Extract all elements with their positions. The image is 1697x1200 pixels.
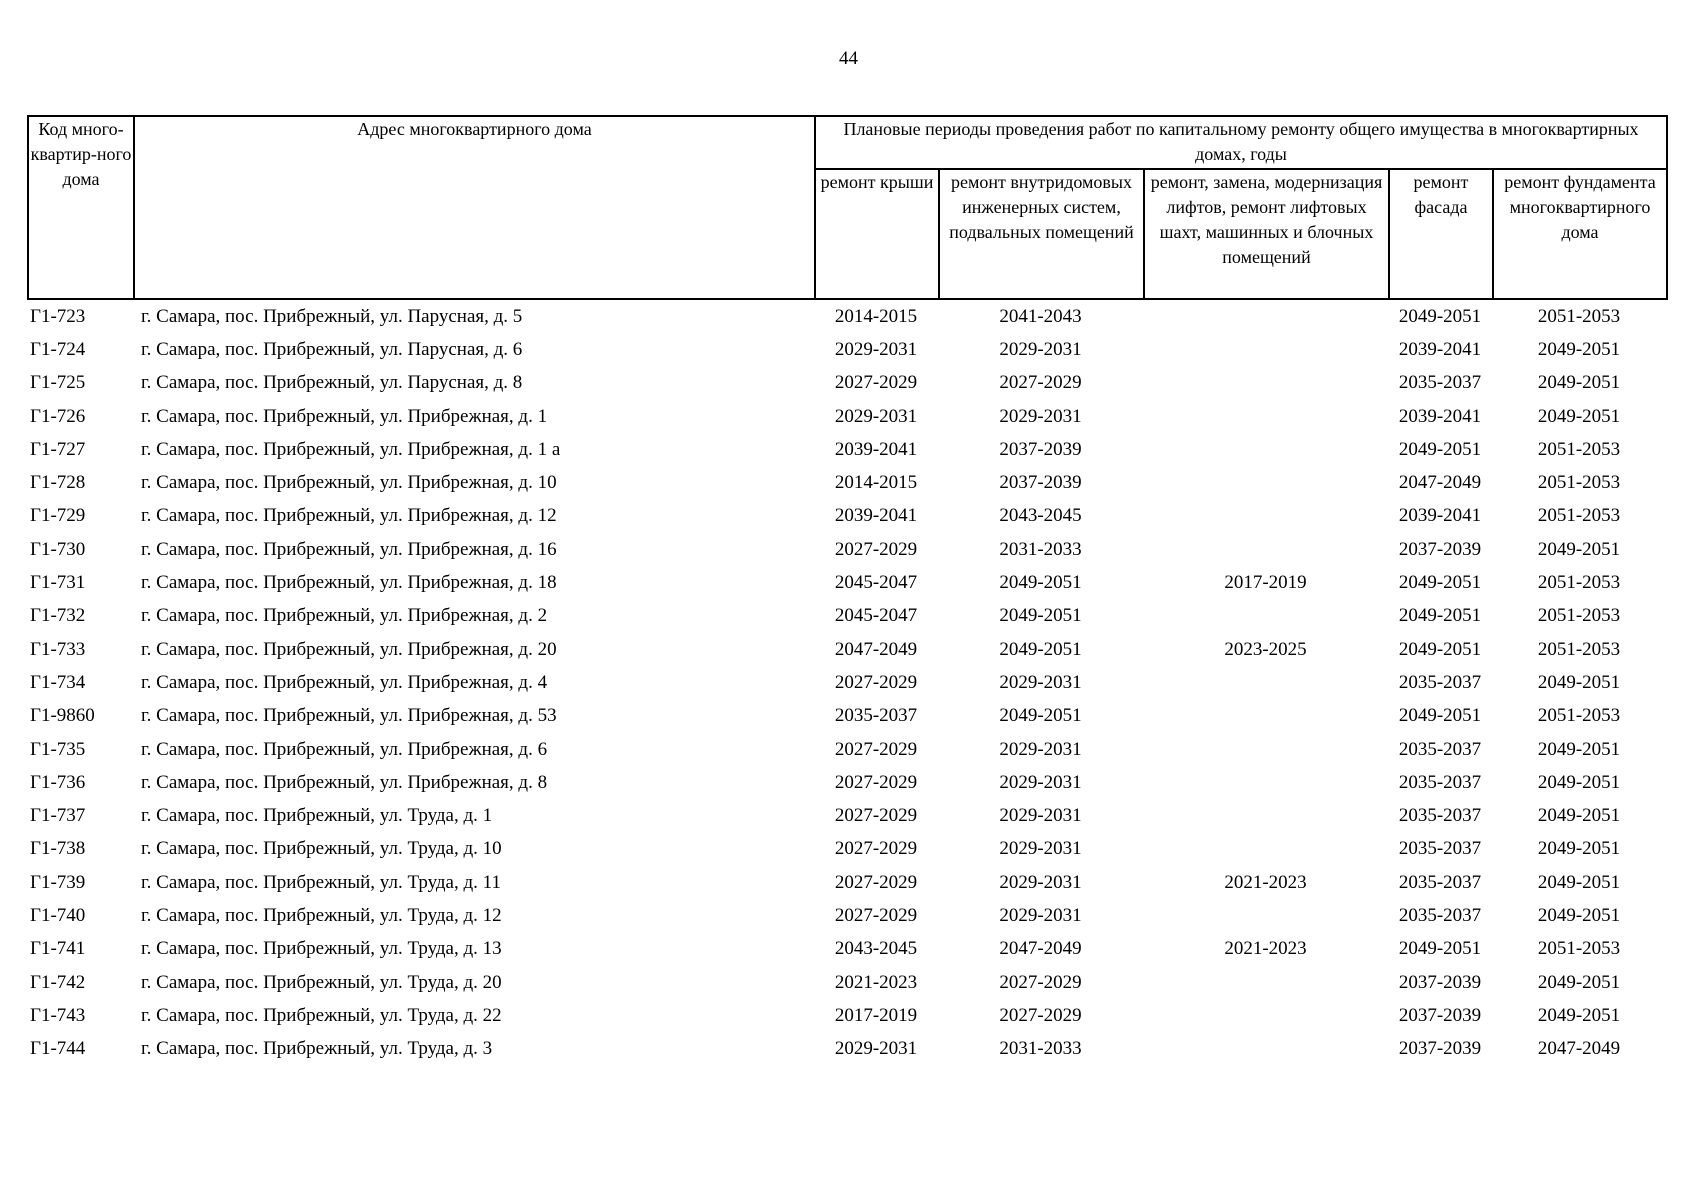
- cell-foundation: 2051-2053: [1537, 305, 1621, 327]
- cell-systems: 2027-2029: [999, 372, 1082, 394]
- cell-systems: 2049-2051: [999, 705, 1082, 727]
- cell-address: г. Самара, пос. Прибрежный, ул. Прибрежная, д. 2: [141, 605, 548, 627]
- cell-systems: 2049-2051: [999, 605, 1082, 627]
- cell-systems: 2037-2039: [999, 472, 1082, 494]
- header-code: Код много-квартир-ного дома: [28, 116, 134, 299]
- header-systems: ремонт внутридомовых инженерных систем, подвальных помещений: [939, 169, 1144, 299]
- cell-code: Г1-733: [30, 638, 86, 660]
- table-row: [27, 766, 1666, 799]
- cell-code: Г1-735: [30, 738, 86, 760]
- table-row: [27, 700, 1666, 733]
- table-row: [27, 333, 1666, 366]
- cell-foundation: 2051-2053: [1537, 572, 1621, 594]
- cell-systems: 2047-2049: [999, 938, 1082, 960]
- cell-address: г. Самара, пос. Прибрежный, ул. Прибрежная, д. 4: [141, 671, 548, 693]
- cell-roof: 2047-2049: [834, 638, 918, 660]
- cell-facade: 2035-2037: [1398, 838, 1482, 860]
- cell-systems: 2027-2029: [999, 971, 1082, 993]
- table-row: [27, 633, 1666, 666]
- header-foundation: ремонт фундамента многоквартирного дома: [1493, 169, 1667, 299]
- cell-facade: 2037-2039: [1398, 1038, 1482, 1060]
- cell-foundation: 2051-2053: [1537, 705, 1621, 727]
- cell-code: Г1-742: [30, 971, 86, 993]
- cell-roof: 2017-2019: [834, 1004, 918, 1026]
- header-periods-group: Плановые периоды проведения работ по капитальному ремонту общего имущества в многоквартирных домах, годы: [815, 116, 1667, 169]
- cell-foundation: 2049-2051: [1537, 871, 1621, 893]
- cell-roof: 2027-2029: [834, 538, 918, 560]
- header-elevators: ремонт, замена, модернизация лифтов, ремонт лифтовых шахт, машинных и блочных помещений: [1144, 169, 1389, 299]
- cell-address: г. Самара, пос. Прибрежный, ул. Прибрежная, д. 1: [141, 405, 548, 427]
- cell-code: Г1-723: [30, 305, 86, 327]
- cell-facade: 2035-2037: [1398, 671, 1482, 693]
- cell-systems: 2049-2051: [999, 638, 1082, 660]
- cell-elevators: [1143, 333, 1388, 366]
- cell-foundation: 2049-2051: [1537, 372, 1621, 394]
- cell-facade: 2035-2037: [1398, 871, 1482, 893]
- cell-code: Г1-725: [30, 372, 86, 394]
- cell-code: Г1-9860: [30, 705, 95, 727]
- table-body: [27, 300, 1666, 1066]
- cell-systems: 2029-2031: [999, 671, 1082, 693]
- cell-roof: 2029-2031: [834, 1038, 918, 1060]
- cell-elevators: [1143, 833, 1388, 866]
- cell-code: Г1-734: [30, 671, 86, 693]
- cell-elevators: [1143, 799, 1388, 832]
- cell-foundation: 2049-2051: [1537, 738, 1621, 760]
- cell-roof: 2027-2029: [834, 771, 918, 793]
- cell-address: г. Самара, пос. Прибрежный, ул. Прибрежная, д. 18: [141, 572, 557, 594]
- cell-foundation: 2049-2051: [1537, 904, 1621, 926]
- cell-code: Г1-726: [30, 405, 86, 427]
- cell-code: Г1-736: [30, 771, 86, 793]
- cell-elevators: [1143, 300, 1388, 333]
- cell-facade: 2039-2041: [1398, 338, 1482, 360]
- cell-address: г. Самара, пос. Прибрежный, ул. Прибрежная, д. 6: [141, 738, 548, 760]
- cell-code: Г1-741: [30, 938, 86, 960]
- table-header: [27, 115, 1668, 300]
- cell-code: Г1-743: [30, 1004, 86, 1026]
- cell-elevators: [1143, 600, 1388, 633]
- cell-address: г. Самара, пос. Прибрежный, ул. Труда, д. 10: [141, 838, 502, 860]
- cell-roof: 2029-2031: [834, 338, 918, 360]
- cell-systems: 2031-2033: [999, 1038, 1082, 1060]
- cell-facade: 2037-2039: [1398, 538, 1482, 560]
- cell-code: Г1-731: [30, 572, 86, 594]
- cell-elevators: [1143, 899, 1388, 932]
- cell-foundation: 2049-2051: [1537, 538, 1621, 560]
- cell-systems: 2043-2045: [999, 505, 1082, 527]
- cell-foundation: 2051-2053: [1537, 472, 1621, 494]
- table-row: [27, 500, 1666, 533]
- table-row: [27, 600, 1666, 633]
- cell-systems: 2029-2031: [999, 405, 1082, 427]
- cell-roof: 2027-2029: [834, 671, 918, 693]
- cell-elevators: [1143, 500, 1388, 533]
- cell-roof: 2027-2029: [834, 738, 918, 760]
- cell-address: г. Самара, пос. Прибрежный, ул. Труда, д. 20: [141, 971, 502, 993]
- table-row: [27, 433, 1666, 466]
- cell-roof: 2039-2041: [834, 438, 918, 460]
- cell-elevators: 2023-2025: [1224, 638, 1307, 660]
- cell-facade: 2049-2051: [1398, 305, 1482, 327]
- cell-code: Г1-732: [30, 605, 86, 627]
- cell-code: Г1-728: [30, 472, 86, 494]
- cell-foundation: 2051-2053: [1537, 438, 1621, 460]
- cell-code: Г1-727: [30, 438, 86, 460]
- cell-elevators: [1143, 766, 1388, 799]
- cell-elevators: [1143, 367, 1388, 400]
- cell-code: Г1-724: [30, 338, 86, 360]
- cell-roof: 2027-2029: [834, 871, 918, 893]
- cell-foundation: 2051-2053: [1537, 505, 1621, 527]
- table-row: [27, 566, 1666, 599]
- cell-elevators: [1143, 700, 1388, 733]
- cell-elevators: [1143, 400, 1388, 433]
- cell-elevators: 2021-2023: [1224, 938, 1307, 960]
- cell-facade: 2049-2051: [1398, 438, 1482, 460]
- cell-systems: 2037-2039: [999, 438, 1082, 460]
- cell-systems: 2029-2031: [999, 871, 1082, 893]
- cell-address: г. Самара, пос. Прибрежный, ул. Труда, д. 1: [141, 805, 493, 827]
- cell-roof: 2039-2041: [834, 505, 918, 527]
- table-row: [27, 367, 1666, 400]
- cell-elevators: [1143, 666, 1388, 699]
- cell-address: г. Самара, пос. Прибрежный, ул. Прибрежная, д. 20: [141, 638, 557, 660]
- cell-address: г. Самара, пос. Прибрежный, ул. Прибрежная, д. 12: [141, 505, 557, 527]
- table-row: [27, 866, 1666, 899]
- cell-facade: 2049-2051: [1398, 938, 1482, 960]
- cell-address: г. Самара, пос. Прибрежный, ул. Прибрежная, д. 53: [141, 705, 557, 727]
- table-row: [27, 966, 1666, 999]
- cell-address: г. Самара, пос. Прибрежный, ул. Парусная, д. 6: [141, 338, 523, 360]
- cell-elevators: [1143, 966, 1388, 999]
- cell-systems: 2029-2031: [999, 771, 1082, 793]
- table-row: [27, 833, 1666, 866]
- cell-address: г. Самара, пос. Прибрежный, ул. Парусная, д. 5: [141, 305, 523, 327]
- cell-systems: 2029-2031: [999, 805, 1082, 827]
- cell-elevators: 2021-2023: [1224, 871, 1307, 893]
- cell-foundation: 2051-2053: [1537, 605, 1621, 627]
- table-row: [27, 899, 1666, 932]
- page-number: 44: [839, 48, 858, 69]
- cell-address: г. Самара, пос. Прибрежный, ул. Труда, д. 12: [141, 904, 502, 926]
- cell-address: г. Самара, пос. Прибрежный, ул. Труда, д. 13: [141, 938, 502, 960]
- table-row: [27, 999, 1666, 1032]
- cell-elevators: [1143, 999, 1388, 1032]
- table-row: [27, 400, 1666, 433]
- cell-foundation: 2049-2051: [1537, 805, 1621, 827]
- header-address: Адрес многоквартирного дома: [134, 116, 815, 299]
- cell-foundation: 2049-2051: [1537, 771, 1621, 793]
- cell-facade: 2049-2051: [1398, 705, 1482, 727]
- cell-facade: 2049-2051: [1398, 605, 1482, 627]
- cell-roof: 2029-2031: [834, 405, 918, 427]
- cell-facade: 2037-2039: [1398, 1004, 1482, 1026]
- cell-roof: 2043-2045: [834, 938, 918, 960]
- table-row: [27, 666, 1666, 699]
- cell-roof: 2027-2029: [834, 372, 918, 394]
- cell-systems: 2029-2031: [999, 338, 1082, 360]
- cell-address: г. Самара, пос. Прибрежный, ул. Прибрежная, д. 16: [141, 538, 557, 560]
- cell-elevators: [1143, 1033, 1388, 1066]
- cell-roof: 2045-2047: [834, 572, 918, 594]
- table-row: [27, 733, 1666, 766]
- cell-systems: 2029-2031: [999, 838, 1082, 860]
- cell-systems: 2031-2033: [999, 538, 1082, 560]
- cell-foundation: 2051-2053: [1537, 938, 1621, 960]
- cell-code: Г1-729: [30, 505, 86, 527]
- cell-code: Г1-738: [30, 838, 86, 860]
- cell-address: г. Самара, пос. Прибрежный, ул. Прибрежная, д. 10: [141, 472, 557, 494]
- cell-address: г. Самара, пос. Прибрежный, ул. Прибрежная, д. 1 а: [141, 438, 561, 460]
- cell-facade: 2035-2037: [1398, 805, 1482, 827]
- cell-systems: 2027-2029: [999, 1004, 1082, 1026]
- cell-foundation: 2049-2051: [1537, 1004, 1621, 1026]
- cell-systems: 2041-2043: [999, 305, 1082, 327]
- cell-foundation: 2051-2053: [1537, 638, 1621, 660]
- cell-roof: 2045-2047: [834, 605, 918, 627]
- cell-code: Г1-744: [30, 1038, 86, 1060]
- cell-facade: 2039-2041: [1398, 405, 1482, 427]
- cell-elevators: 2017-2019: [1224, 572, 1307, 594]
- cell-roof: 2035-2037: [834, 705, 918, 727]
- cell-code: Г1-739: [30, 871, 86, 893]
- cell-elevators: [1143, 733, 1388, 766]
- cell-facade: 2035-2037: [1398, 372, 1482, 394]
- cell-elevators: [1143, 433, 1388, 466]
- header-roof: ремонт крыши: [815, 169, 939, 299]
- cell-roof: 2014-2015: [834, 472, 918, 494]
- header-facade: ремонт фасада: [1389, 169, 1493, 299]
- cell-address: г. Самара, пос. Прибрежный, ул. Труда, д. 3: [141, 1038, 493, 1060]
- cell-facade: 2047-2049: [1398, 472, 1482, 494]
- cell-facade: 2049-2051: [1398, 638, 1482, 660]
- table-row: [27, 300, 1666, 333]
- cell-foundation: 2049-2051: [1537, 405, 1621, 427]
- cell-systems: 2049-2051: [999, 572, 1082, 594]
- table-row: [27, 933, 1666, 966]
- cell-foundation: 2047-2049: [1537, 1038, 1621, 1060]
- cell-facade: 2049-2051: [1398, 572, 1482, 594]
- cell-systems: 2029-2031: [999, 738, 1082, 760]
- cell-roof: 2014-2015: [834, 305, 918, 327]
- table-row: [27, 466, 1666, 499]
- cell-facade: 2035-2037: [1398, 771, 1482, 793]
- data-table: [27, 300, 1666, 1066]
- cell-address: г. Самара, пос. Прибрежный, ул. Парусная, д. 8: [141, 372, 523, 394]
- cell-code: Г1-737: [30, 805, 86, 827]
- cell-code: Г1-730: [30, 538, 86, 560]
- cell-facade: 2037-2039: [1398, 971, 1482, 993]
- cell-foundation: 2049-2051: [1537, 838, 1621, 860]
- table-row: [27, 1033, 1666, 1066]
- cell-elevators: [1143, 533, 1388, 566]
- table-row: [27, 533, 1666, 566]
- cell-code: Г1-740: [30, 904, 86, 926]
- cell-roof: 2021-2023: [834, 971, 918, 993]
- cell-systems: 2029-2031: [999, 904, 1082, 926]
- cell-address: г. Самара, пос. Прибрежный, ул. Труда, д. 22: [141, 1004, 502, 1026]
- table-row: [27, 799, 1666, 832]
- cell-foundation: 2049-2051: [1537, 671, 1621, 693]
- cell-foundation: 2049-2051: [1537, 338, 1621, 360]
- cell-roof: 2027-2029: [834, 805, 918, 827]
- cell-facade: 2039-2041: [1398, 505, 1482, 527]
- cell-facade: 2035-2037: [1398, 738, 1482, 760]
- cell-roof: 2027-2029: [834, 904, 918, 926]
- cell-elevators: [1143, 466, 1388, 499]
- cell-roof: 2027-2029: [834, 838, 918, 860]
- cell-foundation: 2049-2051: [1537, 971, 1621, 993]
- cell-facade: 2035-2037: [1398, 904, 1482, 926]
- cell-address: г. Самара, пос. Прибрежный, ул. Труда, д. 11: [141, 871, 501, 893]
- cell-address: г. Самара, пос. Прибрежный, ул. Прибрежная, д. 8: [141, 771, 548, 793]
